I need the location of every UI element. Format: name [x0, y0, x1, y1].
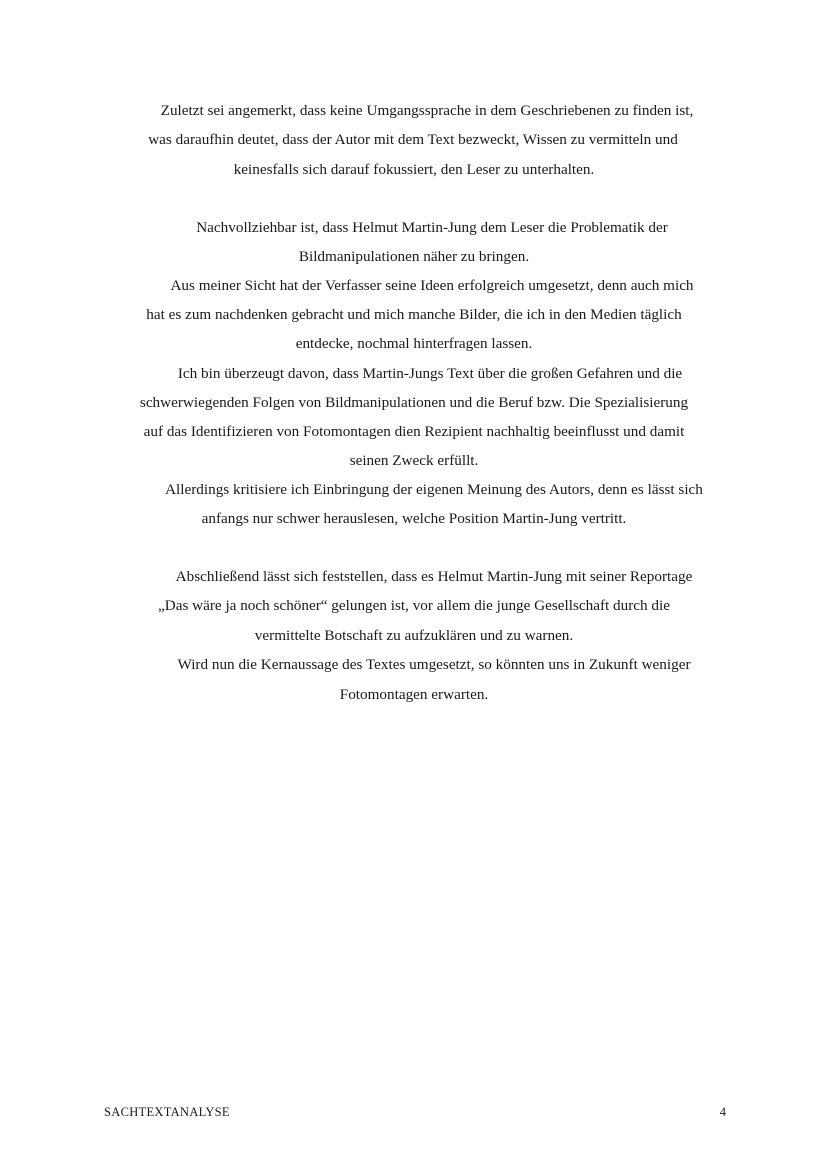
text-line: Ich bin überzeugt davon, dass Martin-Jungs Text über die großen Gefahren und die	[177, 365, 683, 382]
text-line: Abschließend lässt sich feststellen, dass es Helmut Martin-Jung mit seiner Reportage	[175, 568, 693, 585]
text-line: anfangs nur schwer herauslesen, welche Position Martin-Jung vertritt.	[201, 510, 627, 527]
text-line: Allerdings kritisiere ich Einbringung der eigenen Meinung des Autors, denn es lässt sich	[165, 481, 703, 498]
text-line: Bildmanipulationen näher zu bringen.	[298, 248, 530, 265]
text-line: Fotomontagen erwarten.	[339, 686, 489, 703]
text-line: hat es zum nachdenken gebracht und mich manche Bilder, die ich in den Medien täglich	[146, 306, 682, 323]
text-line: Zuletzt sei angemerkt, dass keine Umgangssprache in dem Geschriebenen zu finden ist,	[160, 102, 694, 119]
text-line: vermittelte Botschaft zu aufzuklären und zu warnen.	[254, 627, 574, 644]
text-line: was daraufhin deutet, dass der Autor mit dem Text bezweckt, Wissen zu vermitteln und	[148, 131, 678, 148]
text-line: Nachvollziehbar ist, dass Helmut Martin-Jung dem Leser die Problematik der	[196, 219, 668, 236]
text-line: seinen Zweck erfüllt.	[349, 452, 479, 469]
text-line: auf das Identifizieren von Fotomontagen dien Rezipient nachhaltig beeinflusst und damit	[143, 423, 685, 440]
text-line: „Das wäre ja noch schöner“ gelungen ist, vor allem die junge Gesellschaft durch die	[158, 597, 670, 614]
text-line: Wird nun die Kernaussage des Textes umgesetzt, so könnten uns in Zukunft weniger	[177, 656, 691, 673]
text-line: keinesfalls sich darauf fokussiert, den Leser zu unterhalten.	[233, 161, 595, 178]
page-number: 4	[719, 1105, 726, 1119]
text-line: schwerwiegenden Folgen von Bildmanipulationen und die Beruf bzw. Die Spezialisierung	[139, 394, 689, 411]
text-line: entdecke, nochmal hinterfragen lassen.	[295, 335, 533, 352]
footer-title: SACHTEXTANALYSE	[104, 1105, 230, 1119]
text-line: Aus meiner Sicht hat der Verfasser seine Ideen erfolgreich umgesetzt, denn auch mich	[170, 277, 694, 294]
